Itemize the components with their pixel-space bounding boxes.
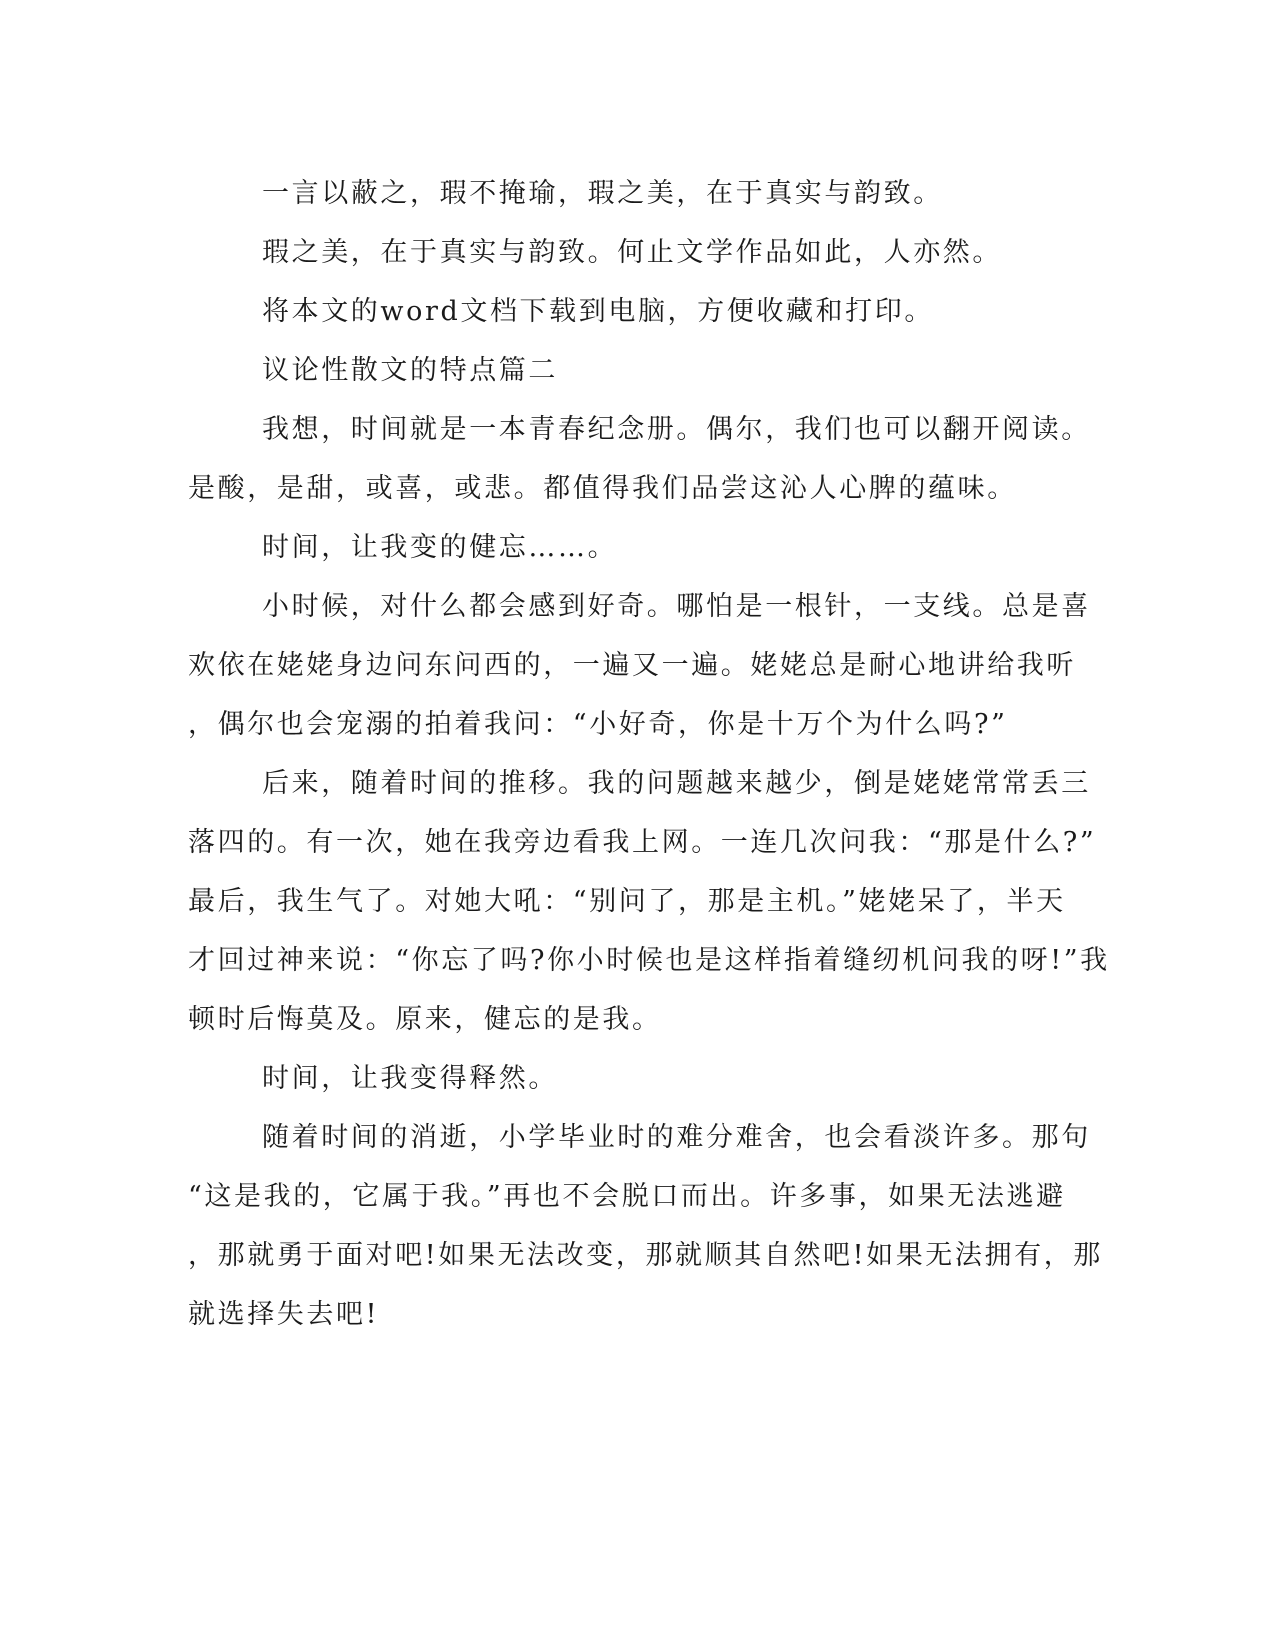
text-line: 就选择失去吧! <box>188 1299 380 1330</box>
text-line: 我想，时间就是一本青春纪念册。偶尔，我们也可以翻开阅读。 <box>262 414 1091 445</box>
text-line: 瑕之美，在于真实与韵致。何止文学作品如此，人亦然。 <box>262 237 1002 268</box>
text-line: ，那就勇于面对吧!如果无法改变，那就顺其自然吧!如果无法拥有，那 <box>188 1240 1103 1271</box>
text-line: 将本文的word文档下载到电脑，方便收藏和打印。 <box>262 296 934 327</box>
text-line: 一言以蔽之，瑕不掩瑜，瑕之美，在于真实与韵致。 <box>262 178 943 209</box>
text-line: “这是我的，它属于我。”再也不会脱口而出。许多事，如果无法逃避 <box>188 1181 1066 1212</box>
text-line: 落四的。有一次，她在我旁边看我上网。一连几次问我：“那是什么?” <box>188 827 1097 858</box>
text-line: 后来，随着时间的推移。我的问题越来越少，倒是姥姥常常丢三 <box>262 768 1091 799</box>
document-body <box>188 164 1110 1344</box>
text-line: 顿时后悔莫及。原来，健忘的是我。 <box>188 1004 662 1035</box>
text-line: 最后，我生气了。对她大吼：“别问了，那是主机。”姥姥呆了，半天 <box>188 886 1066 917</box>
section-heading: 议论性散文的特点篇二 <box>262 355 558 386</box>
text-line: 是酸，是甜，或喜，或悲。都值得我们品尝这沁人心脾的蕴味。 <box>188 473 1017 504</box>
text-line: 随着时间的消逝，小学毕业时的难分难舍，也会看淡许多。那句 <box>262 1122 1091 1153</box>
text-line: 才回过神来说：“你忘了吗?你小时候也是这样指着缝纫机问我的呀!”我 <box>188 945 1110 976</box>
text-line: 时间，让我变的健忘……。 <box>262 532 618 563</box>
text-line: 欢依在姥姥身边问东问西的，一遍又一遍。姥姥总是耐心地讲给我听 <box>188 650 1076 681</box>
text-line: 小时候，对什么都会感到好奇。哪怕是一根针，一支线。总是喜 <box>262 591 1091 622</box>
text-line: 时间，让我变得释然。 <box>262 1063 558 1094</box>
text-line: ，偶尔也会宠溺的拍着我问：“小好奇，你是十万个为什么吗?” <box>188 709 1008 740</box>
